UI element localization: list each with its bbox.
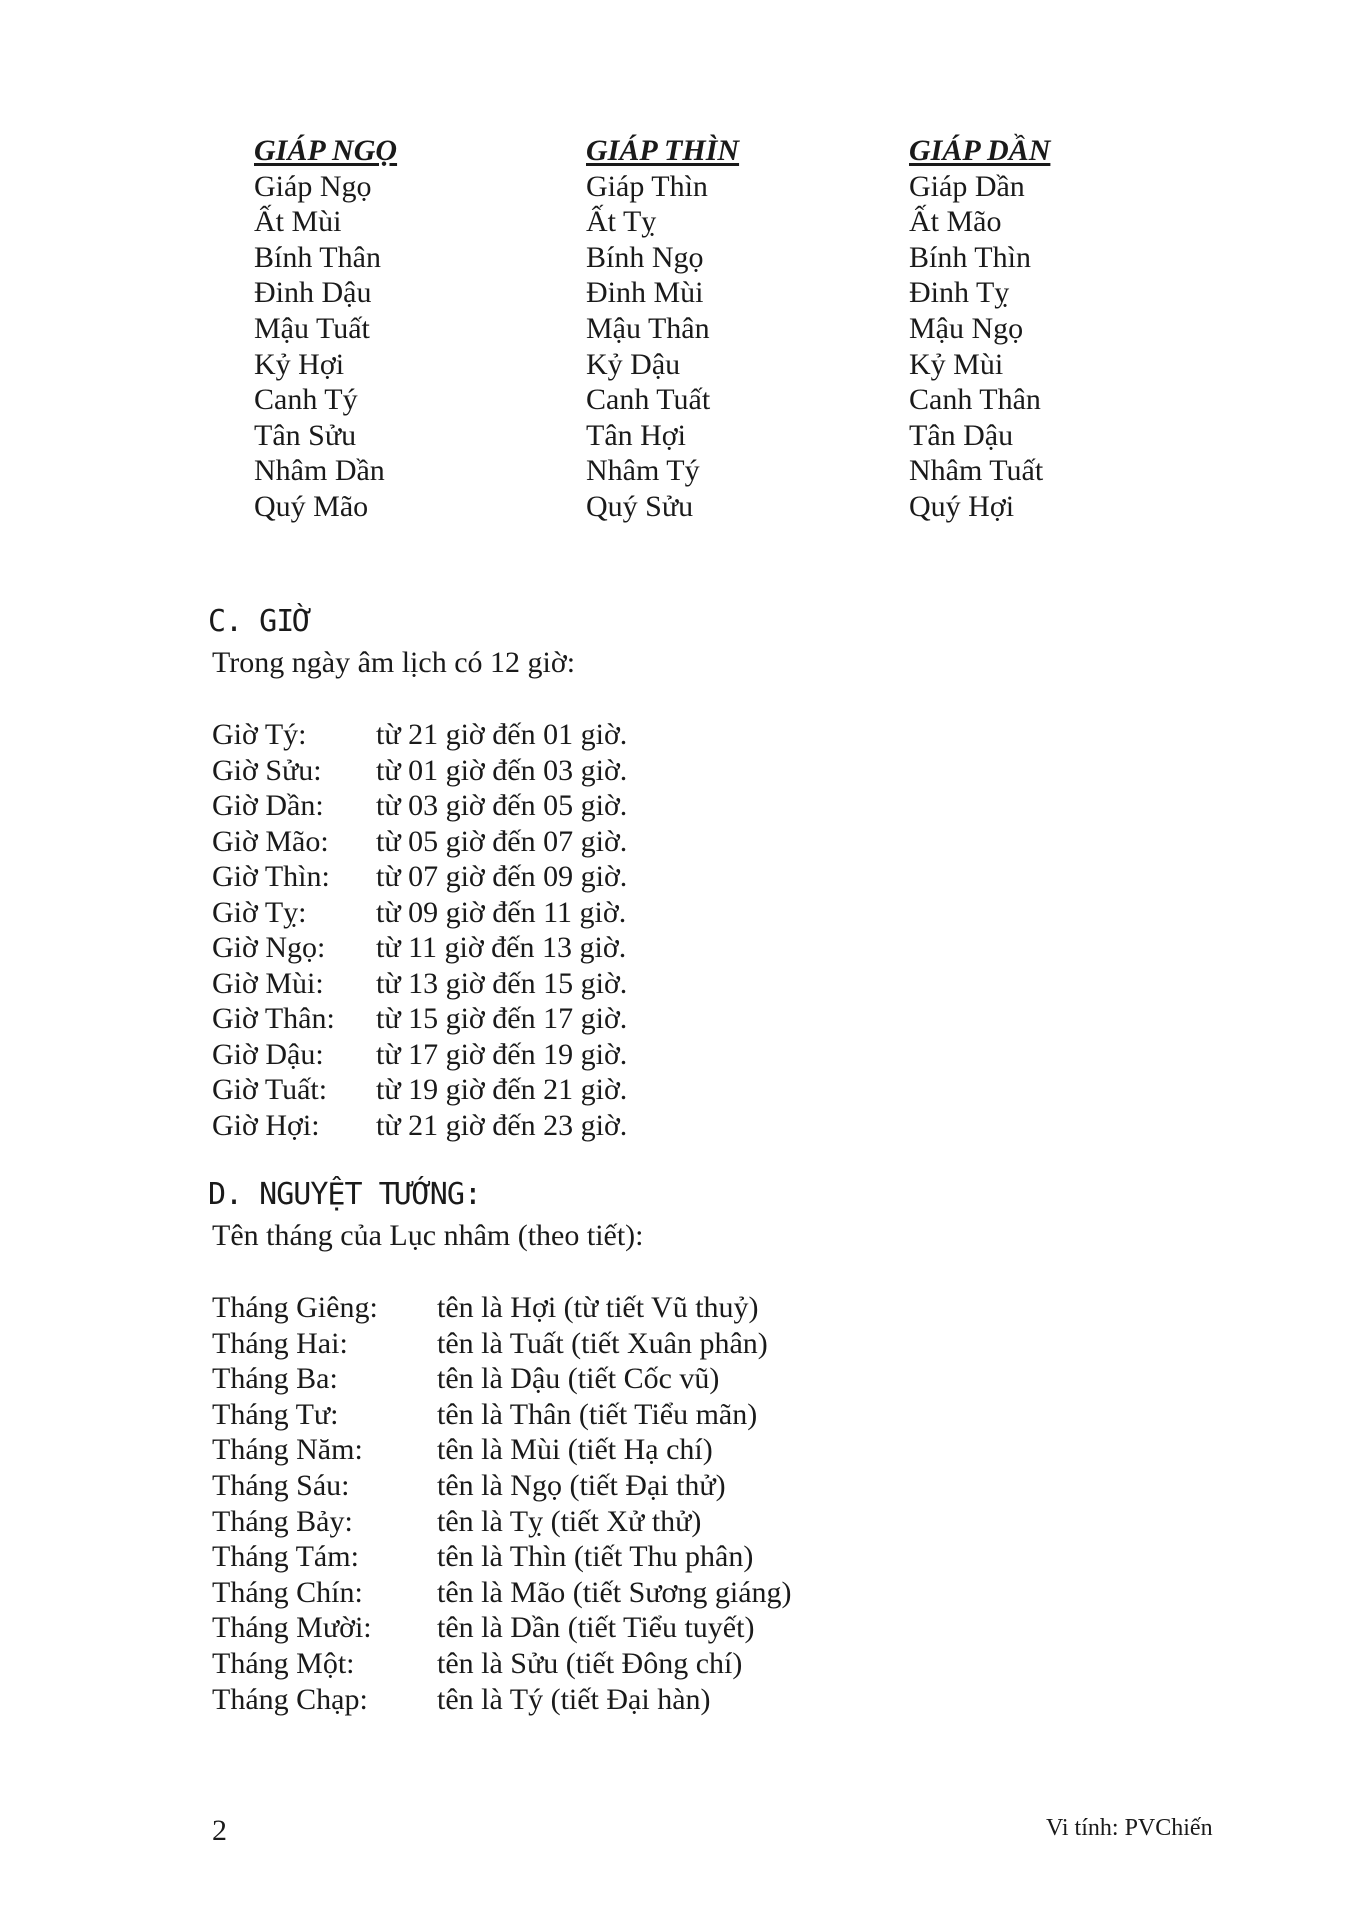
month-desc: tên là Hợi (từ tiết Vũ thuỷ) bbox=[437, 1291, 759, 1324]
month-desc: tên là Ngọ (tiết Đại thử) bbox=[437, 1468, 726, 1502]
hour-name: Giờ Thìn: bbox=[212, 860, 330, 893]
month-desc: tên là Dần (tiết Tiểu tuyết) bbox=[437, 1611, 755, 1645]
list-item bbox=[212, 1610, 792, 1646]
list-item: Canh Thân bbox=[909, 383, 1041, 417]
month-name: Tháng Năm: bbox=[212, 1433, 363, 1467]
month-name: Tháng Sáu: bbox=[212, 1468, 350, 1502]
list-item: Nhâm Tuất bbox=[909, 454, 1044, 488]
column-heading: GIÁP DẦN bbox=[909, 134, 1051, 167]
column-heading: GIÁP THÌN bbox=[586, 134, 740, 167]
list-item: Quý Hợi bbox=[909, 489, 1015, 523]
month-desc: tên là Tỵ (tiết Xử thử) bbox=[437, 1504, 702, 1538]
list-item bbox=[212, 753, 627, 789]
list-item: Tân Sửu bbox=[254, 418, 357, 452]
list-item: Mậu Tuất bbox=[254, 311, 370, 345]
hour-range: từ 05 giờ đến 07 giờ. bbox=[376, 824, 628, 858]
list-item: Canh Tuất bbox=[586, 383, 711, 417]
list-item: Ất Mùi bbox=[254, 205, 342, 239]
hour-range: từ 21 giờ đến 01 giờ. bbox=[376, 718, 628, 751]
list-item: Tân Hợi bbox=[586, 418, 687, 452]
list-item: Bính Thân bbox=[254, 240, 381, 274]
month-name: Tháng Hai: bbox=[212, 1326, 348, 1360]
section-d-intro: Tên tháng của Lục nhâm (theo tiết): bbox=[212, 1219, 644, 1252]
list-item bbox=[212, 1001, 627, 1037]
giap-ngo-column bbox=[254, 133, 397, 525]
list-item bbox=[212, 1037, 627, 1073]
hour-range: từ 07 giờ đến 09 giờ. bbox=[376, 860, 628, 893]
hour-range: từ 01 giờ đến 03 giờ. bbox=[376, 753, 628, 787]
list-item: Ất Mão bbox=[909, 205, 1002, 239]
hour-range: từ 03 giờ đến 05 giờ. bbox=[376, 789, 628, 822]
list-item: Kỷ Dậu bbox=[586, 347, 681, 381]
month-name: Tháng Một: bbox=[212, 1646, 355, 1680]
giap-dan-column bbox=[909, 133, 1050, 525]
list-item: Ất Tỵ bbox=[586, 205, 657, 239]
list-item: Bính Thìn bbox=[909, 240, 1031, 274]
giap-thin-column bbox=[586, 133, 739, 525]
month-name: Tháng Tư: bbox=[212, 1397, 339, 1431]
list-item: Bính Ngọ bbox=[586, 240, 704, 274]
list-item bbox=[212, 1682, 792, 1718]
list-item bbox=[212, 895, 627, 931]
hour-name: Giờ Tỵ: bbox=[212, 895, 307, 929]
list-item bbox=[212, 824, 627, 860]
list-item: Mậu Thân bbox=[586, 311, 710, 345]
month-desc: tên là Tuất (tiết Xuân phân) bbox=[437, 1326, 768, 1360]
month-desc: tên là Tý (tiết Đại hàn) bbox=[437, 1682, 711, 1716]
list-item bbox=[212, 1108, 627, 1144]
month-name: Tháng Chạp: bbox=[212, 1682, 368, 1716]
list-item: Quý Mão bbox=[254, 489, 369, 523]
month-desc: tên là Thân (tiết Tiểu mãn) bbox=[437, 1397, 758, 1431]
list-item bbox=[212, 1326, 792, 1362]
hour-name: Giờ Sửu: bbox=[212, 753, 322, 787]
hour-name: Giờ Ngọ: bbox=[212, 931, 326, 964]
month-name: Tháng Giêng: bbox=[212, 1291, 378, 1324]
list-item bbox=[212, 930, 627, 966]
list-item bbox=[212, 1072, 627, 1108]
list-item: Đinh Mùi bbox=[586, 276, 704, 310]
list-item: Kỷ Mùi bbox=[909, 347, 1004, 381]
month-name: Tháng Tám: bbox=[212, 1540, 359, 1574]
month-name: Tháng Ba: bbox=[212, 1362, 338, 1396]
hour-name: Giờ Thân: bbox=[212, 1002, 335, 1035]
list-item: Đinh Tỵ bbox=[909, 276, 1010, 310]
list-item bbox=[212, 966, 627, 1002]
list-item bbox=[212, 1290, 792, 1326]
month-desc: tên là Sửu (tiết Đông chí) bbox=[437, 1646, 743, 1680]
list-item: Giáp Dần bbox=[909, 169, 1025, 203]
section-c-heading: C. GIỜ bbox=[208, 604, 311, 639]
section-d-heading: D. NGUYỆT TƯỚNG: bbox=[208, 1177, 481, 1212]
list-item: Nhâm Tý bbox=[586, 454, 700, 488]
section-c-intro: Trong ngày âm lịch có 12 giờ: bbox=[212, 646, 576, 679]
hour-range: từ 11 giờ đến 13 giờ. bbox=[376, 931, 627, 964]
hour-name: Giờ Mão: bbox=[212, 824, 329, 858]
month-name: Tháng Mười: bbox=[212, 1611, 372, 1645]
month-name: Tháng Chín: bbox=[212, 1575, 363, 1609]
hour-name: Giờ Tý: bbox=[212, 718, 307, 751]
hour-range: từ 15 giờ đến 17 giờ. bbox=[376, 1002, 628, 1035]
list-item bbox=[212, 1397, 792, 1433]
list-item: Giáp Thìn bbox=[586, 169, 708, 203]
list-item bbox=[212, 1539, 792, 1575]
hour-name: Giờ Tuất: bbox=[212, 1073, 328, 1106]
footer-credit: Vi tính: PVChiến bbox=[1046, 1815, 1213, 1841]
month-list bbox=[212, 1290, 792, 1717]
hour-name: Giờ Dậu: bbox=[212, 1037, 324, 1071]
month-desc: tên là Mùi (tiết Hạ chí) bbox=[437, 1433, 713, 1467]
hour-range: từ 21 giờ đến 23 giờ. bbox=[376, 1108, 628, 1142]
hour-range: từ 09 giờ đến 11 giờ. bbox=[376, 895, 627, 929]
list-item bbox=[212, 717, 627, 753]
list-item bbox=[212, 1575, 792, 1611]
list-item bbox=[212, 1432, 792, 1468]
hour-name: Giờ Hợi: bbox=[212, 1108, 320, 1142]
month-desc: tên là Dậu (tiết Cốc vũ) bbox=[437, 1362, 720, 1396]
hour-range: từ 19 giờ đến 21 giờ. bbox=[376, 1073, 628, 1106]
hour-range: từ 13 giờ đến 15 giờ. bbox=[376, 966, 628, 1000]
list-item bbox=[212, 1646, 792, 1682]
list-item bbox=[212, 1468, 792, 1504]
list-item: Giáp Ngọ bbox=[254, 169, 372, 203]
list-item: Nhâm Dần bbox=[254, 454, 385, 488]
list-item bbox=[212, 1504, 792, 1540]
list-item bbox=[212, 859, 627, 895]
page-number: 2 bbox=[212, 1814, 227, 1847]
list-item: Tân Dậu bbox=[909, 418, 1014, 452]
list-item: Đinh Dậu bbox=[254, 276, 372, 310]
list-item: Mậu Ngọ bbox=[909, 311, 1024, 345]
list-item: Canh Tý bbox=[254, 383, 358, 417]
list-item: Kỷ Hợi bbox=[254, 347, 345, 381]
month-desc: tên là Mão (tiết Sương giáng) bbox=[437, 1575, 792, 1609]
hour-range: từ 17 giờ đến 19 giờ. bbox=[376, 1037, 628, 1071]
list-item: Quý Sửu bbox=[586, 489, 694, 523]
month-desc: tên là Thìn (tiết Thu phân) bbox=[437, 1540, 754, 1574]
month-name: Tháng Bảy: bbox=[212, 1504, 353, 1538]
column-heading: GIÁP NGỌ bbox=[254, 134, 398, 167]
hour-name: Giờ Mùi: bbox=[212, 966, 324, 1000]
hour-name: Giờ Dần: bbox=[212, 789, 324, 822]
list-item bbox=[212, 788, 627, 824]
list-item bbox=[212, 1361, 792, 1397]
hour-list bbox=[212, 717, 627, 1143]
